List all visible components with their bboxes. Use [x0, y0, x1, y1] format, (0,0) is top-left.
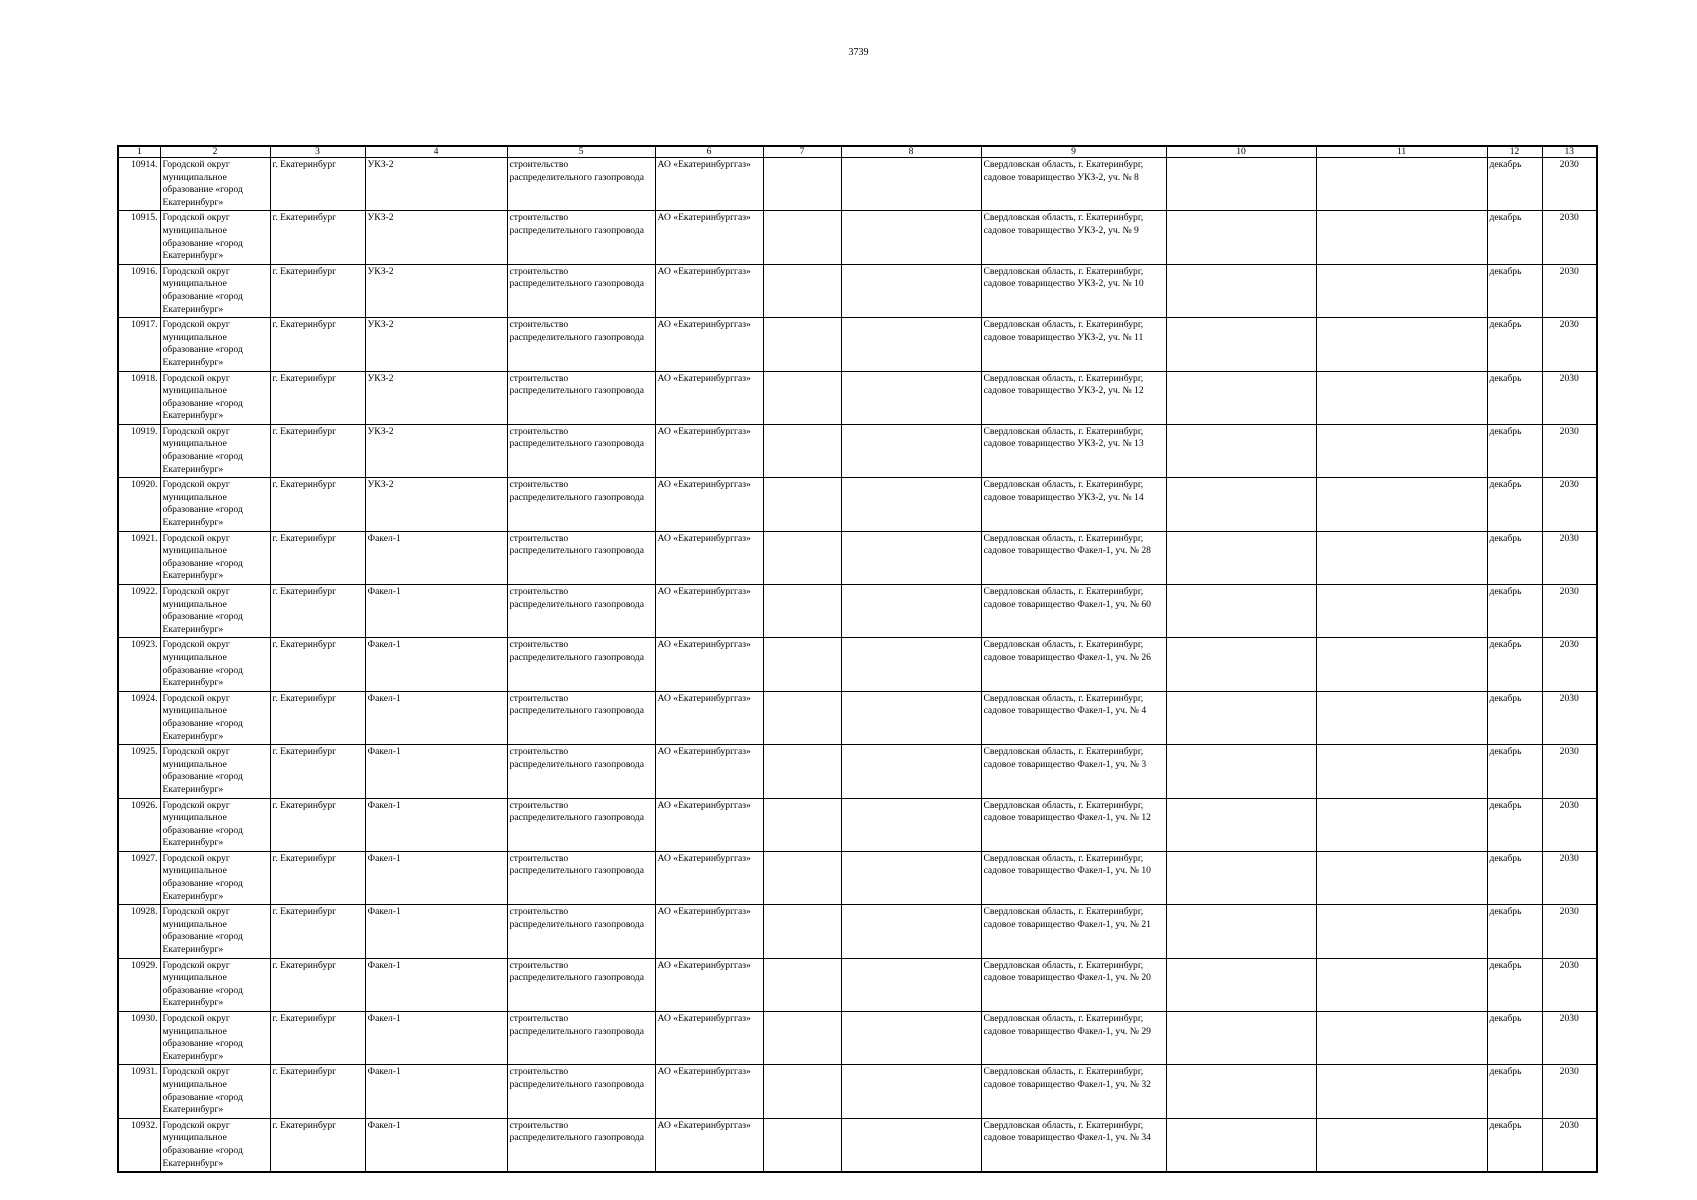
- municipality-cell: Городской округ муниципальное образование «город Екатеринбург»: [160, 158, 270, 211]
- column-7-cell: [763, 424, 841, 477]
- month-cell: декабрь: [1487, 798, 1542, 851]
- column-7-cell: [763, 371, 841, 424]
- municipality-cell: Городской округ муниципальное образование «город Екатеринбург»: [160, 585, 270, 638]
- organization-cell: АО «Екатеринбурггаз»: [655, 478, 763, 531]
- table-row: [118, 745, 1597, 798]
- column-10-cell: [1166, 745, 1316, 798]
- column-header: 5: [507, 146, 655, 158]
- column-8-cell: [841, 478, 981, 531]
- organization-cell: АО «Екатеринбурггаз»: [655, 585, 763, 638]
- object-cell: УКЗ-2: [365, 371, 507, 424]
- address-cell: Свердловская область, г. Екатеринбург, садовое товарищество УКЗ-2, уч. № 11: [981, 318, 1166, 371]
- column-8-cell: [841, 958, 981, 1011]
- address-cell: Свердловская область, г. Екатеринбург, садовое товарищество Факел-1, уч. № 21: [981, 905, 1166, 958]
- row-number: 10926.: [118, 798, 160, 851]
- column-7-cell: [763, 211, 841, 264]
- column-11-cell: [1316, 264, 1487, 317]
- work-type-cell: строительство распределительного газопровода: [507, 1012, 655, 1065]
- work-type-cell: строительство распределительного газопровода: [507, 691, 655, 744]
- table-row: [118, 798, 1597, 851]
- locality-cell: г. Екатеринбург: [270, 424, 365, 477]
- table-row: [118, 531, 1597, 584]
- municipality-cell: Городской округ муниципальное образование «город Екатеринбург»: [160, 424, 270, 477]
- work-type-cell: строительство распределительного газопровода: [507, 585, 655, 638]
- month-cell: декабрь: [1487, 264, 1542, 317]
- column-8-cell: [841, 1118, 981, 1172]
- column-header: 8: [841, 146, 981, 158]
- column-7-cell: [763, 851, 841, 904]
- row-number: 10917.: [118, 318, 160, 371]
- row-number: 10923.: [118, 638, 160, 691]
- column-header: 3: [270, 146, 365, 158]
- organization-cell: АО «Екатеринбурггаз»: [655, 798, 763, 851]
- column-8-cell: [841, 851, 981, 904]
- locality-cell: г. Екатеринбург: [270, 1118, 365, 1172]
- year-cell: 2030: [1542, 158, 1597, 211]
- work-type-cell: строительство распределительного газопровода: [507, 158, 655, 211]
- year-cell: 2030: [1542, 585, 1597, 638]
- address-cell: Свердловская область, г. Екатеринбург, садовое товарищество Факел-1, уч. № 28: [981, 531, 1166, 584]
- municipality-cell: Городской округ муниципальное образование «город Екатеринбург»: [160, 745, 270, 798]
- organization-cell: АО «Екатеринбурггаз»: [655, 905, 763, 958]
- municipality-cell: Городской округ муниципальное образование «город Екатеринбург»: [160, 1012, 270, 1065]
- column-header: 2: [160, 146, 270, 158]
- object-cell: Факел-1: [365, 1065, 507, 1118]
- column-11-cell: [1316, 318, 1487, 371]
- column-8-cell: [841, 691, 981, 744]
- year-cell: 2030: [1542, 638, 1597, 691]
- locality-cell: г. Екатеринбург: [270, 638, 365, 691]
- month-cell: декабрь: [1487, 158, 1542, 211]
- month-cell: декабрь: [1487, 638, 1542, 691]
- address-cell: Свердловская область, г. Екатеринбург, садовое товарищество УКЗ-2, уч. № 12: [981, 371, 1166, 424]
- column-7-cell: [763, 638, 841, 691]
- column-11-cell: [1316, 638, 1487, 691]
- object-cell: Факел-1: [365, 958, 507, 1011]
- organization-cell: АО «Екатеринбурггаз»: [655, 638, 763, 691]
- month-cell: декабрь: [1487, 1065, 1542, 1118]
- address-cell: Свердловская область, г. Екатеринбург, садовое товарищество Факел-1, уч. № 26: [981, 638, 1166, 691]
- row-number: 10930.: [118, 1012, 160, 1065]
- locality-cell: г. Екатеринбург: [270, 905, 365, 958]
- row-number: 10919.: [118, 424, 160, 477]
- column-7-cell: [763, 1065, 841, 1118]
- column-11-cell: [1316, 798, 1487, 851]
- address-cell: Свердловская область, г. Екатеринбург, садовое товарищество УКЗ-2, уч. № 14: [981, 478, 1166, 531]
- object-cell: УКЗ-2: [365, 318, 507, 371]
- column-8-cell: [841, 318, 981, 371]
- row-number: 10918.: [118, 371, 160, 424]
- table-row: [118, 478, 1597, 531]
- work-type-cell: строительство распределительного газопровода: [507, 318, 655, 371]
- row-number: 10916.: [118, 264, 160, 317]
- address-cell: Свердловская область, г. Екатеринбург, садовое товарищество УКЗ-2, уч. № 9: [981, 211, 1166, 264]
- column-header: 9: [981, 146, 1166, 158]
- municipality-cell: Городской округ муниципальное образование «город Екатеринбург»: [160, 958, 270, 1011]
- locality-cell: г. Екатеринбург: [270, 371, 365, 424]
- object-cell: Факел-1: [365, 745, 507, 798]
- column-10-cell: [1166, 585, 1316, 638]
- locality-cell: г. Екатеринбург: [270, 478, 365, 531]
- column-header: 10: [1166, 146, 1316, 158]
- column-8-cell: [841, 1065, 981, 1118]
- column-11-cell: [1316, 691, 1487, 744]
- column-8-cell: [841, 745, 981, 798]
- column-header: 11: [1316, 146, 1487, 158]
- municipality-cell: Городской округ муниципальное образование «город Екатеринбург»: [160, 851, 270, 904]
- object-cell: Факел-1: [365, 585, 507, 638]
- column-header: 1: [118, 146, 160, 158]
- row-number: 10928.: [118, 905, 160, 958]
- organization-cell: АО «Екатеринбурггаз»: [655, 958, 763, 1011]
- row-number: 10924.: [118, 691, 160, 744]
- municipality-cell: Городской округ муниципальное образование «город Екатеринбург»: [160, 638, 270, 691]
- column-10-cell: [1166, 638, 1316, 691]
- year-cell: 2030: [1542, 905, 1597, 958]
- column-10-cell: [1166, 905, 1316, 958]
- column-7-cell: [763, 958, 841, 1011]
- municipality-cell: Городской округ муниципальное образование «город Екатеринбург»: [160, 211, 270, 264]
- column-10-cell: [1166, 798, 1316, 851]
- address-cell: Свердловская область, г. Екатеринбург, садовое товарищество Факел-1, уч. № 3: [981, 745, 1166, 798]
- address-cell: Свердловская область, г. Екатеринбург, садовое товарищество Факел-1, уч. № 60: [981, 585, 1166, 638]
- object-cell: Факел-1: [365, 851, 507, 904]
- column-11-cell: [1316, 851, 1487, 904]
- table-row: [118, 585, 1597, 638]
- table-row: [118, 371, 1597, 424]
- address-cell: Свердловская область, г. Екатеринбург, садовое товарищество Факел-1, уч. № 12: [981, 798, 1166, 851]
- table-row: [118, 264, 1597, 317]
- municipality-cell: Городской округ муниципальное образование «город Екатеринбург»: [160, 371, 270, 424]
- column-11-cell: [1316, 158, 1487, 211]
- table-row: [118, 691, 1597, 744]
- organization-cell: АО «Екатеринбурггаз»: [655, 691, 763, 744]
- municipality-cell: Городской округ муниципальное образование «город Екатеринбург»: [160, 905, 270, 958]
- work-type-cell: строительство распределительного газопровода: [507, 638, 655, 691]
- month-cell: декабрь: [1487, 958, 1542, 1011]
- locality-cell: г. Екатеринбург: [270, 745, 365, 798]
- row-number: 10920.: [118, 478, 160, 531]
- column-8-cell: [841, 638, 981, 691]
- address-cell: Свердловская область, г. Екатеринбург, садовое товарищество Факел-1, уч. № 34: [981, 1118, 1166, 1172]
- table-row: [118, 158, 1597, 211]
- column-10-cell: [1166, 691, 1316, 744]
- column-7-cell: [763, 158, 841, 211]
- organization-cell: АО «Екатеринбурггаз»: [655, 851, 763, 904]
- locality-cell: г. Екатеринбург: [270, 264, 365, 317]
- year-cell: 2030: [1542, 424, 1597, 477]
- object-cell: Факел-1: [365, 531, 507, 584]
- locality-cell: г. Екатеринбург: [270, 1065, 365, 1118]
- locality-cell: г. Екатеринбург: [270, 211, 365, 264]
- municipality-cell: Городской округ муниципальное образование «город Екатеринбург»: [160, 478, 270, 531]
- object-cell: Факел-1: [365, 798, 507, 851]
- row-number: 10921.: [118, 531, 160, 584]
- organization-cell: АО «Екатеринбурггаз»: [655, 1118, 763, 1172]
- month-cell: декабрь: [1487, 905, 1542, 958]
- address-cell: Свердловская область, г. Екатеринбург, садовое товарищество УКЗ-2, уч. № 8: [981, 158, 1166, 211]
- month-cell: декабрь: [1487, 424, 1542, 477]
- row-number: 10932.: [118, 1118, 160, 1172]
- page-number: 3739: [848, 47, 869, 58]
- column-11-cell: [1316, 905, 1487, 958]
- municipality-cell: Городской округ муниципальное образование «город Екатеринбург»: [160, 264, 270, 317]
- table-body: [118, 158, 1597, 1173]
- work-type-cell: строительство распределительного газопровода: [507, 371, 655, 424]
- table-row: [118, 905, 1597, 958]
- table-row: [118, 318, 1597, 371]
- year-cell: 2030: [1542, 1012, 1597, 1065]
- column-10-cell: [1166, 211, 1316, 264]
- municipality-cell: Городской округ муниципальное образование «город Екатеринбург»: [160, 531, 270, 584]
- column-7-cell: [763, 1118, 841, 1172]
- year-cell: 2030: [1542, 958, 1597, 1011]
- work-type-cell: строительство распределительного газопровода: [507, 478, 655, 531]
- object-cell: УКЗ-2: [365, 264, 507, 317]
- column-7-cell: [763, 585, 841, 638]
- column-7-cell: [763, 1012, 841, 1065]
- locality-cell: г. Екатеринбург: [270, 1012, 365, 1065]
- column-11-cell: [1316, 531, 1487, 584]
- column-8-cell: [841, 158, 981, 211]
- column-7-cell: [763, 905, 841, 958]
- object-cell: Факел-1: [365, 1118, 507, 1172]
- column-10-cell: [1166, 851, 1316, 904]
- column-7-cell: [763, 264, 841, 317]
- organization-cell: АО «Екатеринбурггаз»: [655, 158, 763, 211]
- locality-cell: г. Екатеринбург: [270, 691, 365, 744]
- municipality-cell: Городской округ муниципальное образование «город Екатеринбург»: [160, 798, 270, 851]
- column-10-cell: [1166, 1118, 1316, 1172]
- municipality-cell: Городской округ муниципальное образование «город Екатеринбург»: [160, 318, 270, 371]
- column-11-cell: [1316, 211, 1487, 264]
- locality-cell: г. Екатеринбург: [270, 585, 365, 638]
- locality-cell: г. Екатеринбург: [270, 318, 365, 371]
- table-row: [118, 851, 1597, 904]
- registry-table: [117, 145, 1598, 1173]
- column-10-cell: [1166, 158, 1316, 211]
- month-cell: декабрь: [1487, 531, 1542, 584]
- year-cell: 2030: [1542, 211, 1597, 264]
- table-row: [118, 958, 1597, 1011]
- object-cell: Факел-1: [365, 638, 507, 691]
- object-cell: Факел-1: [365, 691, 507, 744]
- column-header: 12: [1487, 146, 1542, 158]
- table-row: [118, 1065, 1597, 1118]
- month-cell: декабрь: [1487, 1012, 1542, 1065]
- month-cell: декабрь: [1487, 1118, 1542, 1172]
- column-10-cell: [1166, 478, 1316, 531]
- column-8-cell: [841, 531, 981, 584]
- organization-cell: АО «Екатеринбурггаз»: [655, 745, 763, 798]
- column-header: 4: [365, 146, 507, 158]
- work-type-cell: строительство распределительного газопровода: [507, 798, 655, 851]
- address-cell: Свердловская область, г. Екатеринбург, садовое товарищество Факел-1, уч. № 32: [981, 1065, 1166, 1118]
- table-row: [118, 211, 1597, 264]
- object-cell: УКЗ-2: [365, 158, 507, 211]
- object-cell: Факел-1: [365, 905, 507, 958]
- row-number: 10929.: [118, 958, 160, 1011]
- organization-cell: АО «Екатеринбурггаз»: [655, 371, 763, 424]
- column-7-cell: [763, 478, 841, 531]
- column-header: 13: [1542, 146, 1597, 158]
- column-10-cell: [1166, 1065, 1316, 1118]
- organization-cell: АО «Екатеринбурггаз»: [655, 211, 763, 264]
- row-number: 10915.: [118, 211, 160, 264]
- column-8-cell: [841, 211, 981, 264]
- year-cell: 2030: [1542, 264, 1597, 317]
- column-11-cell: [1316, 424, 1487, 477]
- work-type-cell: строительство распределительного газопровода: [507, 211, 655, 264]
- address-cell: Свердловская область, г. Екатеринбург, садовое товарищество Факел-1, уч. № 29: [981, 1012, 1166, 1065]
- address-cell: Свердловская область, г. Екатеринбург, садовое товарищество УКЗ-2, уч. № 10: [981, 264, 1166, 317]
- address-cell: Свердловская область, г. Екатеринбург, садовое товарищество УКЗ-2, уч. № 13: [981, 424, 1166, 477]
- column-11-cell: [1316, 958, 1487, 1011]
- column-10-cell: [1166, 958, 1316, 1011]
- month-cell: декабрь: [1487, 745, 1542, 798]
- organization-cell: АО «Екатеринбурггаз»: [655, 1065, 763, 1118]
- table-row: [118, 1012, 1597, 1065]
- column-7-cell: [763, 798, 841, 851]
- column-10-cell: [1166, 264, 1316, 317]
- column-10-cell: [1166, 424, 1316, 477]
- municipality-cell: Городской округ муниципальное образование «город Екатеринбург»: [160, 1065, 270, 1118]
- column-11-cell: [1316, 745, 1487, 798]
- column-10-cell: [1166, 371, 1316, 424]
- year-cell: 2030: [1542, 1118, 1597, 1172]
- year-cell: 2030: [1542, 318, 1597, 371]
- year-cell: 2030: [1542, 745, 1597, 798]
- locality-cell: г. Екатеринбург: [270, 531, 365, 584]
- locality-cell: г. Екатеринбург: [270, 851, 365, 904]
- month-cell: декабрь: [1487, 851, 1542, 904]
- row-number: 10914.: [118, 158, 160, 211]
- work-type-cell: строительство распределительного газопровода: [507, 851, 655, 904]
- organization-cell: АО «Екатеринбурггаз»: [655, 531, 763, 584]
- row-number: 10931.: [118, 1065, 160, 1118]
- work-type-cell: строительство распределительного газопровода: [507, 264, 655, 317]
- locality-cell: г. Екатеринбург: [270, 798, 365, 851]
- work-type-cell: строительство распределительного газопровода: [507, 424, 655, 477]
- month-cell: декабрь: [1487, 691, 1542, 744]
- column-7-cell: [763, 318, 841, 371]
- work-type-cell: строительство распределительного газопровода: [507, 905, 655, 958]
- organization-cell: АО «Екатеринбурггаз»: [655, 318, 763, 371]
- address-cell: Свердловская область, г. Екатеринбург, садовое товарищество Факел-1, уч. № 20: [981, 958, 1166, 1011]
- year-cell: 2030: [1542, 371, 1597, 424]
- column-header: 7: [763, 146, 841, 158]
- column-7-cell: [763, 745, 841, 798]
- work-type-cell: строительство распределительного газопровода: [507, 531, 655, 584]
- year-cell: 2030: [1542, 478, 1597, 531]
- year-cell: 2030: [1542, 851, 1597, 904]
- object-cell: УКЗ-2: [365, 211, 507, 264]
- organization-cell: АО «Екатеринбурггаз»: [655, 264, 763, 317]
- column-8-cell: [841, 1012, 981, 1065]
- column-7-cell: [763, 531, 841, 584]
- table-row: [118, 1118, 1597, 1172]
- column-10-cell: [1166, 1012, 1316, 1065]
- column-header: 6: [655, 146, 763, 158]
- month-cell: декабрь: [1487, 585, 1542, 638]
- column-11-cell: [1316, 478, 1487, 531]
- table-row: [118, 424, 1597, 477]
- month-cell: декабрь: [1487, 318, 1542, 371]
- municipality-cell: Городской округ муниципальное образование «город Екатеринбург»: [160, 691, 270, 744]
- object-cell: УКЗ-2: [365, 478, 507, 531]
- organization-cell: АО «Екатеринбурггаз»: [655, 424, 763, 477]
- row-number: 10927.: [118, 851, 160, 904]
- locality-cell: г. Екатеринбург: [270, 158, 365, 211]
- column-7-cell: [763, 691, 841, 744]
- column-8-cell: [841, 424, 981, 477]
- work-type-cell: строительство распределительного газопровода: [507, 1065, 655, 1118]
- column-8-cell: [841, 798, 981, 851]
- month-cell: декабрь: [1487, 478, 1542, 531]
- column-8-cell: [841, 371, 981, 424]
- address-cell: Свердловская область, г. Екатеринбург, садовое товарищество Факел-1, уч. № 10: [981, 851, 1166, 904]
- work-type-cell: строительство распределительного газопровода: [507, 745, 655, 798]
- work-type-cell: строительство распределительного газопровода: [507, 958, 655, 1011]
- municipality-cell: Городской округ муниципальное образование «город Екатеринбург»: [160, 1118, 270, 1172]
- column-11-cell: [1316, 585, 1487, 638]
- object-cell: УКЗ-2: [365, 424, 507, 477]
- column-8-cell: [841, 264, 981, 317]
- month-cell: декабрь: [1487, 371, 1542, 424]
- year-cell: 2030: [1542, 691, 1597, 744]
- object-cell: Факел-1: [365, 1012, 507, 1065]
- table-row: [118, 638, 1597, 691]
- organization-cell: АО «Екатеринбурггаз»: [655, 1012, 763, 1065]
- year-cell: 2030: [1542, 798, 1597, 851]
- year-cell: 2030: [1542, 1065, 1597, 1118]
- column-number-row: [118, 146, 1597, 158]
- work-type-cell: строительство распределительного газопровода: [507, 1118, 655, 1172]
- month-cell: декабрь: [1487, 211, 1542, 264]
- column-11-cell: [1316, 1012, 1487, 1065]
- column-8-cell: [841, 905, 981, 958]
- row-number: 10925.: [118, 745, 160, 798]
- address-cell: Свердловская область, г. Екатеринбург, садовое товарищество Факел-1, уч. № 4: [981, 691, 1166, 744]
- column-10-cell: [1166, 531, 1316, 584]
- column-11-cell: [1316, 371, 1487, 424]
- column-11-cell: [1316, 1118, 1487, 1172]
- column-8-cell: [841, 585, 981, 638]
- column-11-cell: [1316, 1065, 1487, 1118]
- year-cell: 2030: [1542, 531, 1597, 584]
- column-10-cell: [1166, 318, 1316, 371]
- locality-cell: г. Екатеринбург: [270, 958, 365, 1011]
- row-number: 10922.: [118, 585, 160, 638]
